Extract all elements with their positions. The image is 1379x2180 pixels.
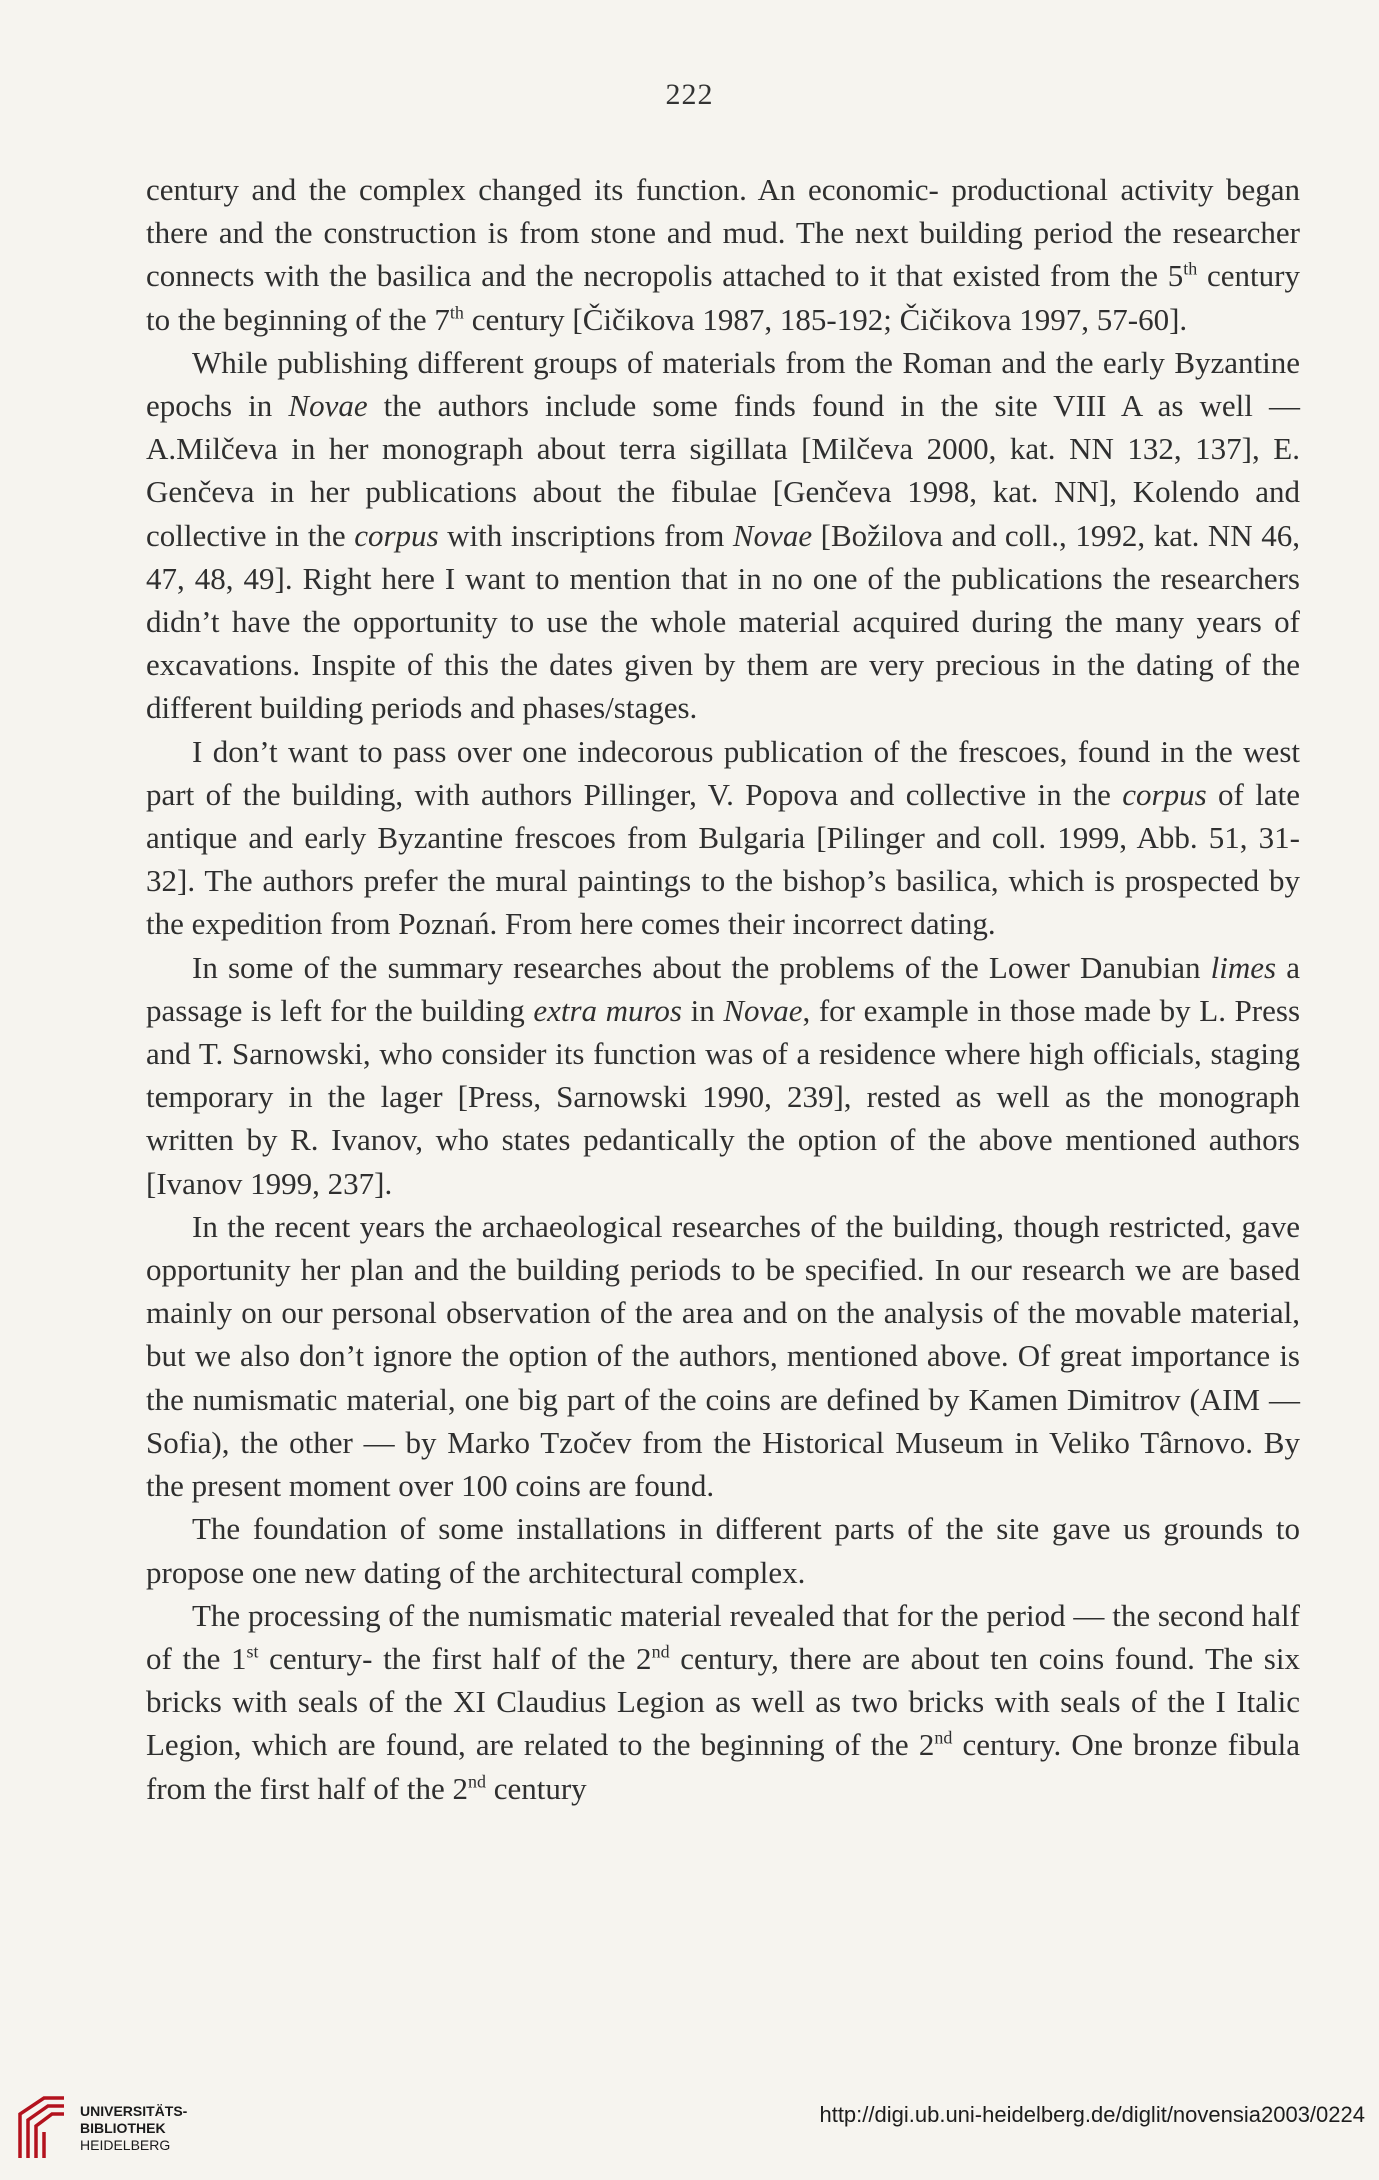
library-name-line-3: HEIDELBERG <box>80 2136 171 2153</box>
superscript: nd <box>651 1641 670 1662</box>
text-run: The foundation of some installations in different parts of the site gave us grounds to propose one new dating of the architectural complex. <box>146 1511 1300 1590</box>
text-run: in <box>682 992 724 1028</box>
library-logo[interactable] <box>14 2092 187 2164</box>
text-run: I don’t want to pass over one indecorous publication of the frescoes, found in the west part of the building, with authors Pillinger, V. Popova and collective in the <box>146 733 1300 812</box>
text-run: While publishing different groups of materials from the Roman and the early Byzantine epochs in <box>146 344 1300 424</box>
page-number: 222 <box>665 78 714 111</box>
italic-term: corpus <box>1122 776 1207 812</box>
paragraph <box>146 341 1300 730</box>
italic-term: corpus <box>354 517 439 553</box>
paragraph <box>146 1594 1300 1810</box>
text-run: century <box>485 1770 587 1806</box>
italic-term: Novae <box>732 517 813 553</box>
library-logo-icon <box>14 2092 70 2164</box>
text-run: century. One bronze fibula from the first half of the 2 <box>146 1727 1300 1806</box>
library-name <box>80 2103 187 2154</box>
paragraph <box>146 1205 1300 1507</box>
superscript: th <box>449 302 464 323</box>
superscript: th <box>1183 259 1198 280</box>
source-url[interactable]: http://digi.ub.uni-heidelberg.de/diglit/novensia2003/0224 <box>819 2102 1365 2127</box>
text-run: [Božilova and coll., 1992, kat. NN 46, 47, 48, 49]. Right here I want to mention that in no one of the publications the researchers didn’t have the opportunity to use the whole material acquired during the many years of excavations. Inspite of this the dates given by them are very precious in the dating of the different building periods and phases/stages. <box>146 517 1300 726</box>
text-run: with inscriptions from <box>438 517 733 553</box>
paragraph <box>146 946 1300 1205</box>
text-run: century and the complex changed its function. An economic- productional activity began there and the construction is from stone and mud. The next building period the researcher connects with the basilica and the necropolis attached to it that existed from the 5 <box>146 172 1300 294</box>
text-run: century, there are about ten coins found. The six bricks with seals of the XI Claudius Legion as well as two bricks with seals of the I Italic Legion, which are found, are related to the beginning of the 2 <box>146 1640 1300 1763</box>
italic-term: Novae <box>723 992 803 1028</box>
italic-term: limes <box>1210 949 1277 985</box>
text-run: In the recent years the archaeological researches of the building, though restricted, gave opportunity her plan and the building periods to be specified. In our research we are based mainly on our personal observation of the area and on the analysis of the movable material, but we also don’t ignore the option of the authors, mentioned above. Of great importance is the numismatic material, one big part of the coins are defined by Kamen Dimitrov (AIM — Sofia), the other — by Marko Tzočev from the Historical Museum in Veliko Târnovo. By the present moment over 100 coins are found. <box>146 1208 1300 1504</box>
text-run: century- the first half of the 2 <box>258 1640 652 1676</box>
italic-term: extra muros <box>533 992 682 1028</box>
text-run: the authors include some finds found in the site VIII A as well — A.Milčeva in her monograph about terra sigillata [Milčeva 2000, kat. NN 132, 137], E. Genčeva in her publications about the fibulae [Genčeva 1998, kat. NN], Kolendo and collective in the <box>146 388 1300 553</box>
text-run: In some of the summary researches about the problems of the Lower Danubian <box>192 949 1211 985</box>
superscript: nd <box>934 1727 953 1748</box>
library-name-line-1: UNIVERSITÄTS- <box>80 2102 188 2119</box>
paragraph <box>146 1507 1300 1593</box>
superscript: nd <box>467 1771 486 1792</box>
paragraph <box>146 730 1300 946</box>
text-run: The processing of the numismatic material revealed that for the period — the second half of the 1 <box>146 1597 1300 1676</box>
text-run: century to the beginning of the 7 <box>146 258 1300 337</box>
paragraph <box>146 168 1300 341</box>
text-run: , for example in those made by L. Press and T. Sarnowski, who consider its function was of a residence where high officials, staging temporary in the lager [Press, Sarnowski 1990, 239], rested as well as the monograph written by R. Ivanov, who states pedantically the option of the above mentioned authors [Ivanov 1999, 237]. <box>146 992 1301 1201</box>
text-run: of late antique and early Byzantine frescoes from Bulgaria [Pilinger and coll. 1999, Abb. 51, 31-32]. The authors prefer the mural paintings to the bishop’s basilica, which is prospected by the expedition from Poznań. From here comes their incorrect dating. <box>146 776 1300 942</box>
body-text <box>146 168 1300 1810</box>
superscript: st <box>246 1641 259 1662</box>
text-run: a passage is left for the building <box>146 949 1300 1028</box>
library-name-line-2: BIBLIOTHEK <box>80 2119 166 2136</box>
italic-term: Novae <box>288 388 368 424</box>
text-run: century [Čičikova 1987, 185-192; Čičikova 1997, 57-60]. <box>463 301 1188 337</box>
